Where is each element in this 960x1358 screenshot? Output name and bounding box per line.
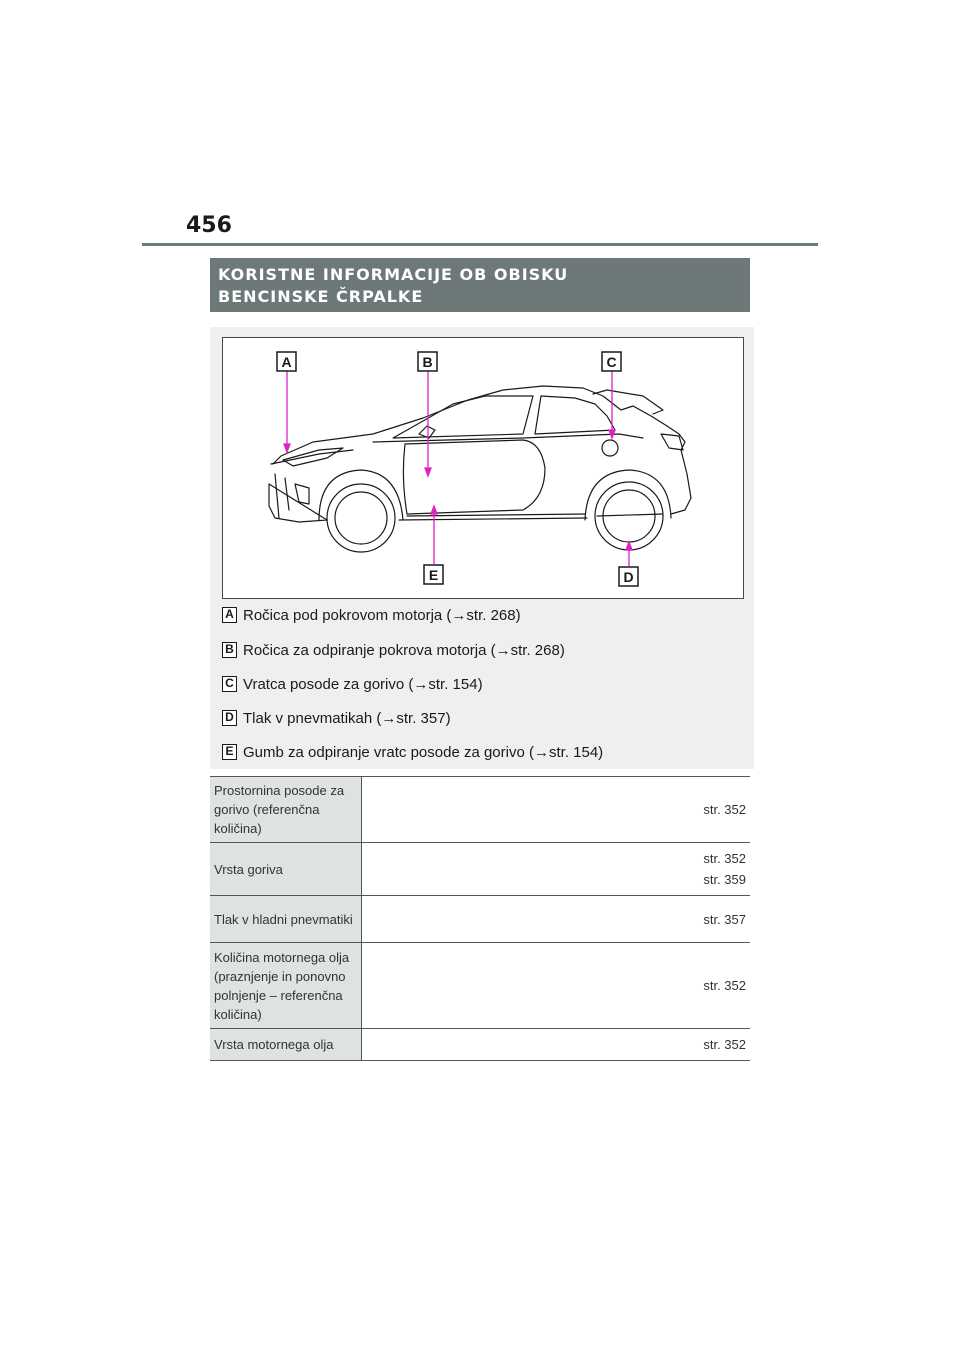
callout-label-d: D xyxy=(623,569,634,585)
row-label: Količina motornega olja (praznjenje in ponovno polnjenje – referenčna količina) xyxy=(210,943,362,1029)
legend-badge: D xyxy=(222,710,237,726)
row-value xyxy=(362,896,751,943)
reference-table xyxy=(210,776,750,1061)
table-row xyxy=(210,777,750,843)
callout-arrow-e xyxy=(431,506,437,514)
row-value xyxy=(362,777,751,843)
callout-label-b: B xyxy=(422,354,433,370)
row-value xyxy=(362,1029,751,1061)
legend-badge: A xyxy=(222,607,237,623)
legend-item xyxy=(222,605,521,625)
page-number: 456 xyxy=(186,213,232,238)
car-illustration xyxy=(223,338,743,598)
callout-arrow-a xyxy=(284,444,290,452)
legend-text: Ročica pod pokrovom motorja (→str. 268) xyxy=(243,606,521,624)
legend-item xyxy=(222,674,483,694)
table-row xyxy=(210,896,750,943)
page-ref: str. 352 xyxy=(703,802,746,817)
callout-arrow-d xyxy=(626,542,632,550)
rear-wheel-arch xyxy=(585,470,671,520)
legend-item xyxy=(222,742,603,762)
row-label: Vrsta motornega olja xyxy=(210,1029,362,1061)
rear-spoiler xyxy=(593,390,663,414)
front-rim xyxy=(335,492,387,544)
legend-text: Ročica za odpiranje pokrova motorja (→str. 268) xyxy=(243,641,565,659)
front-wheel-arch xyxy=(319,470,403,520)
legend-badge: C xyxy=(222,676,237,692)
section-header xyxy=(210,258,750,312)
front-wheel xyxy=(327,484,395,552)
legend-item xyxy=(222,640,565,660)
section-title-line1: KORISTNE INFORMACIJE OB OBISKU xyxy=(218,265,569,284)
fuel-door xyxy=(602,440,618,456)
car-diagram xyxy=(222,337,744,599)
row-label: Prostornina posode za gorivo (referenčna količina) xyxy=(210,777,362,843)
table-row xyxy=(210,1029,750,1061)
callout-arrow-c xyxy=(609,430,615,438)
top-rule xyxy=(142,243,818,246)
legend-badge: E xyxy=(222,744,237,760)
illustration-panel xyxy=(210,327,754,769)
page-ref: str. 357 xyxy=(703,911,746,927)
row-label: Vrsta goriva xyxy=(210,843,362,896)
rear-window xyxy=(535,396,615,434)
callout-label-e: E xyxy=(428,567,439,583)
page-ref: str. 352 xyxy=(703,978,746,993)
door-outline xyxy=(403,440,545,514)
callout-label-c: C xyxy=(606,354,617,370)
legend-text: Gumb za odpiranje vratc posode za gorivo (→str. 154) xyxy=(243,743,604,761)
table-row xyxy=(210,843,750,896)
callout-label-a: A xyxy=(281,354,292,370)
page-ref: str. 359 xyxy=(703,872,746,887)
row-value xyxy=(362,843,751,896)
legend-item xyxy=(222,708,451,728)
legend-text: Vratca posode za gorivo (→str. 154) xyxy=(243,675,483,693)
table-row xyxy=(210,943,750,1029)
row-label: Tlak v hladni pnevmatiki xyxy=(210,896,362,943)
callout-arrow-b xyxy=(425,468,431,476)
page-ref: str. 352 xyxy=(703,851,746,866)
page-ref: str. 352 xyxy=(703,1037,746,1052)
legend-text: Tlak v pnevmatikah (→str. 357) xyxy=(243,709,451,727)
legend-badge: B xyxy=(222,642,237,658)
section-title-line2: BENCINSKE ČRPALKE xyxy=(218,287,424,306)
rear-light xyxy=(661,434,683,450)
row-value xyxy=(362,943,751,1029)
